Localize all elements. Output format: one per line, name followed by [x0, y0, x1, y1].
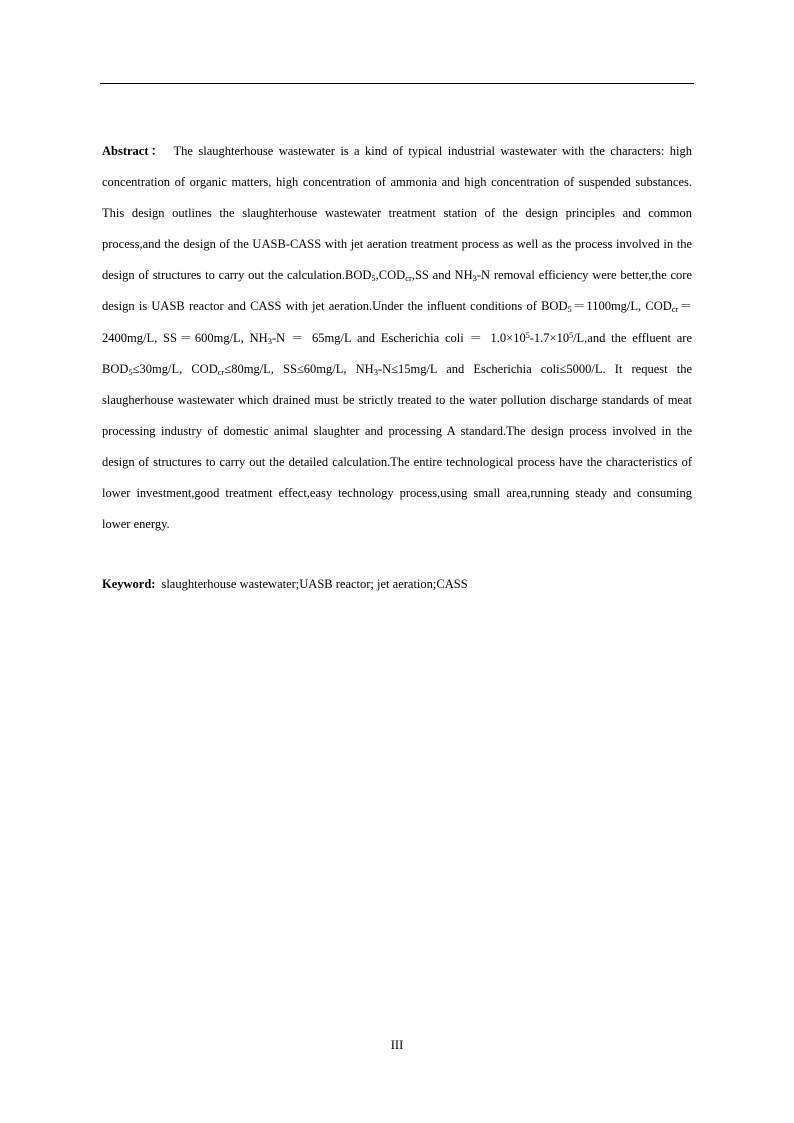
cod-term: COD	[378, 268, 406, 283]
keyword-line	[102, 572, 692, 596]
nh-term: NH	[249, 330, 268, 345]
nh-term: NH	[454, 268, 473, 283]
abstract-text-7: -1.7×10	[529, 330, 570, 345]
abstract-text-3: -N removal efficiency were better,the core design is UASB reactor and CASS with jet aeration.Under the influent conditions of	[102, 268, 693, 314]
nh-subscript: 3	[373, 366, 378, 377]
abstract-text-8: /L,and the effluent are	[573, 330, 693, 345]
bod-term: BOD	[345, 268, 372, 283]
abstract-text-1: The slaughterhouse wastewater is a kind of typical industrial wastewater with the characters: high concentration of organic matters, high concentration of ammonia and high concentration of suspended substances. This design outlines the slaughterhouse wastewater treatment station of the design principles and common process,and the design of the UASB-CASS with jet aeration treatment process as well as the process involved in the design of structures to carry out the calculation.	[102, 144, 692, 283]
abstract-text-2: ,SS and	[411, 268, 455, 283]
nh-subscript: 3	[472, 273, 477, 284]
abstract-text-11: -N≤15mg/L and Escherichia coli≤5000/L.	[377, 361, 606, 376]
bod-term: BOD	[102, 361, 129, 376]
abstract-text-6: -N ＝ 65mg/L and Escherichia coli ＝ 1.0×10	[271, 330, 526, 345]
bod-term: BOD	[541, 299, 568, 314]
page-number: III	[390, 1038, 404, 1052]
keyword-label: Keyword:	[102, 577, 156, 591]
abstract-text-4: ＝1100mg/L,	[571, 299, 646, 314]
cod-term: COD	[645, 299, 672, 314]
abstract-text-5: ＝2400mg/L, SS＝600mg/L,	[102, 299, 692, 345]
abstract-separator: ：	[148, 144, 166, 158]
abstract-paragraph	[102, 136, 692, 540]
bod-subscript: 5	[128, 366, 133, 377]
keyword-text: slaughterhouse wastewater;UASB reactor; jet aeration;CASS	[161, 577, 468, 591]
nh-subscript: 3	[267, 335, 272, 346]
nh-term: NH	[355, 361, 374, 376]
exponent-superscript: 5	[525, 330, 530, 340]
cod-subscript: cr	[405, 273, 412, 284]
abstract-text-12: It request the slaugherhouse wastewater which drained must be strictly treated to the water pollution discharge standards of meat processing industry of domestic animal slaughter and processing A standard.The design process involved in the design of structures to carry out the detailed calculation.The entire technological process have the characteristics of lower investment,good treatment effect,easy technology process,using small area,running steady and consuming lower energy.	[102, 361, 692, 532]
abstract-text-10: ≤80mg/L, SS≤60mg/L,	[224, 361, 356, 376]
abstract-text-9: ≤30mg/L,	[132, 361, 192, 376]
abstract-label: Abstract	[102, 144, 149, 158]
header-rule	[100, 83, 694, 84]
cod-subscript: cr	[671, 304, 679, 315]
comma-text: ,	[375, 268, 379, 283]
cod-term: COD	[191, 361, 218, 376]
bod-subscript: 5	[371, 273, 376, 284]
exponent-superscript: 5	[569, 330, 574, 340]
cod-subscript: cr	[217, 366, 225, 377]
bod-subscript: 5	[567, 304, 572, 315]
